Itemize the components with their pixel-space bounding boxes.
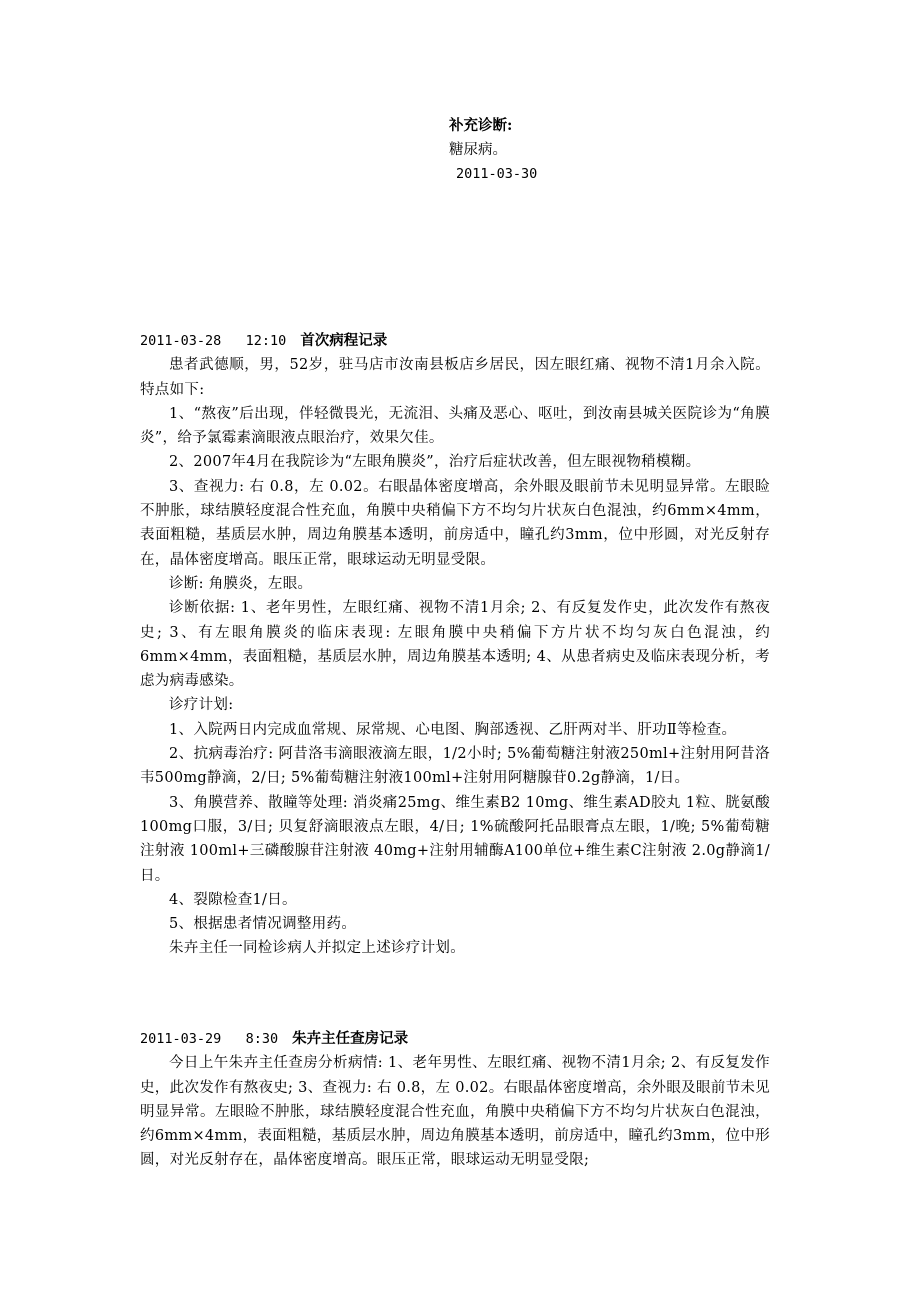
rounds-record-title: 朱卉主任查房记录 [292, 1030, 409, 1047]
treatment-plan-item: 2、抗病毒治疗: 阿昔洛韦滴眼液滴左眼，1/2小时; 5%葡萄糖注射液250ml+注射用阿昔洛韦500mg静滴，2/日; 5%葡萄糖注射液100ml+注射用阿糖腺苷0.2g静滴，1/日。 [140, 746, 770, 787]
first-record-title: 首次病程记录 [300, 332, 388, 349]
supplementary-diagnosis [449, 114, 537, 186]
treatment-plan-item: 4、裂隙检查1/日。 [169, 891, 297, 908]
rounds-record-datetime: 2011-03-29 8:30 [140, 1031, 279, 1047]
rounds-paragraph: 今日上午朱卉主任查房分析病情: 1、老年男性、左眼红痛、视物不清1月余; 2、有反复发作史，此次发作有熬夜史; 3、查视力: 右 0.8，左 0.02。右眼晶体密度增高，余外眼及眼前节未见明显异常。左眼睑不肿胀，球结膜轻度混合性充血，角膜中央稍偏下方不均匀片状灰白色混浊，约6mm×4mm，表面粗糙，基质层水肿，周边角膜基本透明，前房适中，瞳孔约3mm，位中形圆，对光反射存在，晶体密度增高。眼压正常，眼球运动无明显受限; [140, 1055, 770, 1169]
supplementary-diagnosis-text: 糖尿病。 [449, 142, 507, 158]
treatment-plan-item: 1、入院两日内完成血常规、尿常规、心电图、胸部透视、乙肝两对半、肝功Ⅱ等检查。 [169, 721, 737, 738]
attending-note: 朱卉主任一同检诊病人并拟定上述诊疗计划。 [169, 940, 465, 957]
rounds-record-heading [140, 1027, 770, 1051]
supplementary-date: 2011-03-30 [456, 166, 538, 182]
treatment-plan-item: 3、角膜营养、散瞳等处理: 消炎痛25mg、维生素B2 10mg、维生素AD胶丸 1粒、胱氨酸100mg口服，3/日; 贝复舒滴眼液点左眼，4/日; 1%硫酸阿托品眼膏点左眼，1/晚; 5%葡萄糖注射液 100ml+三磷酸腺苷注射液 40mg+注射用辅酶A100单位+维生素C注射液 2.0g静滴1/日。 [140, 794, 770, 884]
director-rounds-record [140, 1027, 770, 1173]
first-record-datetime: 2011-03-28 12:10 [140, 333, 287, 349]
record-paragraph: 1、“熬夜”后出现，伴轻微畏光，无流泪、头痛及恶心、呕吐，到汝南县城关医院诊为“角膜炎”，给予氯霉素滴眼液点眼治疗，效果欠佳。 [140, 405, 770, 447]
first-course-record [140, 329, 770, 961]
supplementary-title: 补充诊断: [449, 117, 513, 134]
diagnosis-paragraph: 诊断: 角膜炎，左眼。 [169, 575, 313, 592]
record-paragraph: 2、2007年4月在我院诊为“左眼角膜炎”，治疗后症状改善，但左眼视物稍模糊。 [169, 454, 701, 471]
treatment-plan-heading: 诊疗计划: [169, 697, 234, 714]
first-record-heading [140, 329, 770, 353]
treatment-plan-item: 5、根据患者情况调整用药。 [169, 916, 357, 933]
record-paragraph: 3、查视力: 右 0.8，左 0.02。右眼晶体密度增高，余外眼及眼前节未见明显异常。左眼睑不肿胀，球结膜轻度混合性充血，角膜中央稍偏下方不均匀片状灰白色混浊，约6mm×4mm，表面粗糙，基质层水肿，周边角膜基本透明，前房适中，瞳孔约3mm，位中形圆，对光反射存在，晶体密度增高。眼压正常，眼球运动无明显受限。 [140, 478, 770, 568]
diagnosis-basis-paragraph: 诊断依据: 1、老年男性，左眼红痛、视物不清1月余; 2、有反复发作史，此次发作有熬夜史; 3、有左眼角膜炎的临床表现: 左眼角膜中央稍偏下方片状不均匀灰白色混浊，约6mm×4mm，表面粗糙，基质层水肿，周边角膜基本透明; 4、从患者病史及临床表现分析，考虑为病毒感染。 [140, 600, 770, 690]
record-paragraph: 患者武德顺，男，52岁，驻马店市汝南县板店乡居民，因左眼红痛、视物不清1月余入院。特点如下: [140, 357, 770, 398]
